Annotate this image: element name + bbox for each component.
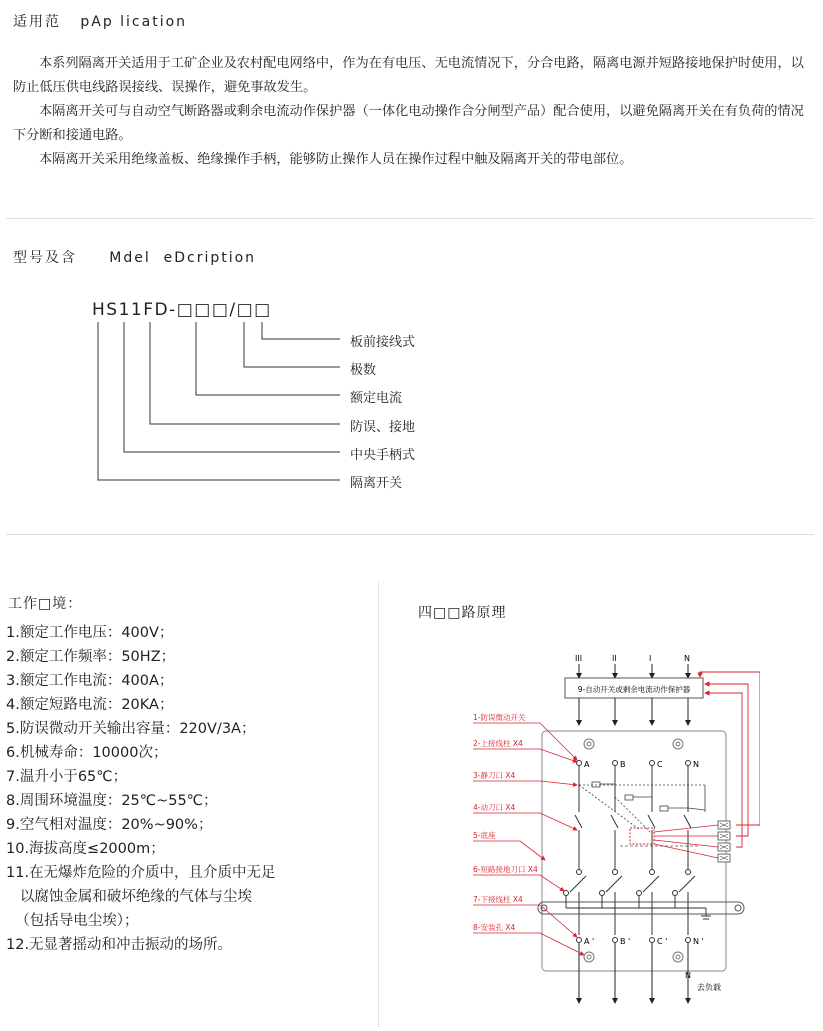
condition-item: 4.额定短路电流：20KA； [6, 697, 174, 713]
condition-item: 8.周围环境温度：25℃~55℃； [6, 793, 218, 809]
condition-item: 11.在无爆炸危险的介质中，且介质中无足 [6, 865, 276, 881]
application-paragraph-3: 本隔离开关采用绝缘盖板、绝缘操作手柄，能够防止操作人员在操作过程中触及隔离开关的带电部位。 [39, 152, 633, 167]
condition-item: 5.防误微动开关输出容量：220V/3A； [6, 721, 256, 737]
terminal-n: N [693, 760, 699, 769]
condition-item: （包括导电尘埃）； [6, 913, 139, 929]
conditions-title: 工作□境： [8, 596, 83, 612]
section-divider-2 [6, 534, 814, 535]
phase-label-iii: III [575, 654, 583, 663]
model-label-4: 防误、接地 [350, 420, 416, 435]
condition-item: 3.额定工作电流：400A； [6, 673, 174, 689]
model-code: HS11FD-□□□/□□ [92, 300, 272, 320]
protector-label: 9-自动开关或剩余电流动作保护器 [577, 685, 691, 694]
callout-5: 5-底座 [473, 831, 496, 840]
condition-item: 9.空气相对温度：20%~90%； [6, 817, 213, 833]
condition-item: 以腐蚀金属和破坏绝缘的气体与尘埃 [6, 889, 252, 905]
terminal-a-out: A ' [584, 937, 595, 946]
model-label-6: 隔离开关 [350, 476, 403, 491]
callout-6: 6-短路接地刀口 X4 [473, 865, 538, 874]
application-paragraph-2: 本隔离开关可与自动空气断路器或剩余电流动作保护器（一体化电动操作合分闸型产品）配合使用，以避免隔离开关在有负荷的情况下分断和接通电路。 [13, 104, 804, 143]
terminal-b-out: B ' [620, 937, 631, 946]
terminal-n-out: N ' [693, 937, 704, 946]
condition-item: 6.机械寿命：10000次； [6, 745, 168, 761]
model-label-5: 中央手柄式 [350, 448, 416, 463]
callout-2: 2-上接线柱 X4 [473, 739, 523, 748]
circuit-diagram [440, 640, 760, 1020]
application-heading: 适用范 pAp lication [13, 14, 188, 30]
conditions-list [6, 621, 276, 957]
callout-8: 8-安装孔 X4 [473, 923, 516, 932]
model-label-1: 板前接线式 [350, 335, 416, 350]
model-heading: 型号及含 Mdel eDcription [13, 250, 257, 266]
model-label-3: 额定电流 [350, 391, 403, 406]
condition-item: 1.额定工作电压：400V； [6, 625, 174, 641]
model-label-2: 极数 [350, 363, 377, 378]
condition-item: 10.海拔高度≤2000m； [6, 841, 165, 857]
condition-item: 2.额定工作频率：50HZ； [6, 649, 176, 665]
callout-4: 4-动刀口 X4 [473, 803, 516, 812]
bottom-n-label: N [685, 971, 691, 980]
interlock-block [630, 828, 654, 844]
terminal-b: B [620, 760, 626, 769]
callout-1: 1-防误微动开关 [473, 713, 526, 722]
terminal-a: A [584, 760, 590, 769]
application-paragraph-1: 本系列隔离开关适用于工矿企业及农村配电网络中，作为在有电压、无电流情况下，分合电路，隔离电源并短路接地保护时使用，以防止低压供电线路误接线、误操作，避免事故发生。 [13, 56, 804, 95]
phase-label-ii: II [612, 654, 617, 663]
callout-3: 3-静刀口 X4 [473, 771, 516, 780]
callout-7: 7-下接线柱 X4 [473, 895, 523, 904]
load-label: 去负载 [697, 983, 721, 992]
phase-label-n: N [684, 654, 690, 663]
circuit-title: 四□□路原理 [418, 605, 507, 621]
terminal-c-out: C ' [657, 937, 668, 946]
condition-item: 7.温升小于65℃； [6, 769, 128, 785]
terminal-c: C [657, 760, 663, 769]
condition-item: 12.无显著摇动和冲击振动的场所。 [6, 937, 233, 953]
column-separator [378, 582, 379, 1027]
phase-label-i: I [649, 654, 652, 663]
